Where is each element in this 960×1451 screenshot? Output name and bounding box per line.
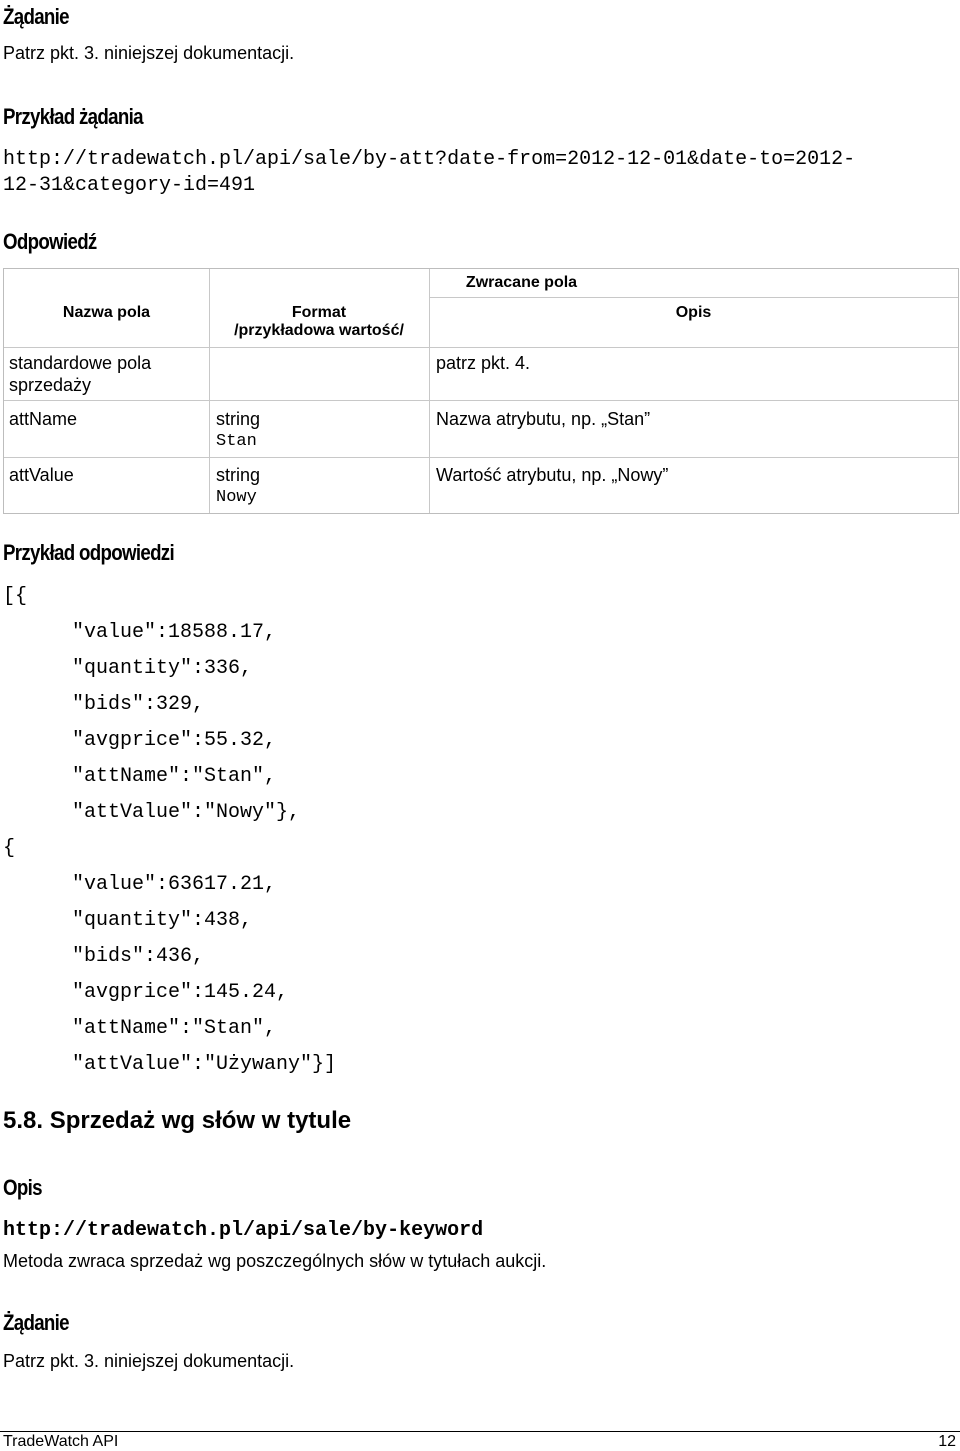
code-line: "bids":436, <box>72 945 205 968</box>
code-line: "bids":329, <box>72 693 205 716</box>
code-line: "value":63617.21, <box>72 873 277 896</box>
table-divider <box>429 297 958 298</box>
code-line: "avgprice":55.32, <box>72 729 277 752</box>
code-line: "quantity":438, <box>72 909 253 932</box>
table-group-header: Zwracane pola <box>465 274 578 291</box>
code-line: "quantity":336, <box>72 657 253 680</box>
table-divider <box>4 457 958 458</box>
heading-response-example: Przykład odpowiedzi <box>3 540 174 565</box>
table-cell-format: string <box>216 409 261 429</box>
heading-request-example: Przykład żądania <box>3 104 143 129</box>
table-cell-desc: Nazwa atrybutu, np. „Stan” <box>436 409 651 429</box>
heading-request: Żądanie <box>3 4 69 29</box>
col-header-name: Nazwa pola <box>62 304 151 321</box>
heading-description: Opis <box>3 1175 42 1200</box>
col-header-desc: Opis <box>675 304 712 321</box>
table-cell-name: attName <box>9 409 78 429</box>
table-cell-example: Stan <box>216 432 257 451</box>
example-url-line1: http://tradewatch.pl/api/sale/by-att?date-from=2012-12-01&date-to=2012- <box>3 148 856 171</box>
heading-response: Odpowiedź <box>3 229 97 254</box>
section-title: 5.8. Sprzedaż wg słów w tytule <box>3 1107 352 1134</box>
table-cell-name: attValue <box>9 465 74 485</box>
heading-request-2: Żądanie <box>3 1310 69 1335</box>
code-open-bracket: [{ <box>3 585 28 608</box>
table-cell-format: string <box>216 465 261 485</box>
table-cell-name: standardowe pola <box>9 353 152 373</box>
code-line: "attValue":"Używany"}] <box>72 1053 337 1076</box>
code-open-brace: { <box>3 837 16 860</box>
code-line: "attName":"Stan", <box>72 1017 277 1040</box>
description-text: Metoda zwraca sprzedaż wg poszczególnych słów w tytułach aukcji. <box>3 1251 547 1271</box>
col-header-format: Format <box>291 304 347 321</box>
table-divider <box>4 400 958 401</box>
footer-title: TradeWatch API <box>3 1433 119 1450</box>
col-header-format-sub: /przykładowa wartość/ <box>234 322 404 339</box>
code-line: "avgprice":145.24, <box>72 981 289 1004</box>
footer-rule <box>0 1431 960 1432</box>
example-url-line2: 12-31&category-id=491 <box>3 174 256 197</box>
fields-table <box>3 268 959 514</box>
table-cell-desc: Wartość atrybutu, np. „Nowy” <box>436 465 669 485</box>
code-line: "attValue":"Nowy"}, <box>72 801 301 824</box>
table-cell-desc: patrz pkt. 4. <box>436 353 531 373</box>
request-text: Patrz pkt. 3. niniejszej dokumentacji. <box>3 43 295 63</box>
table-divider <box>4 347 958 348</box>
code-line: "value":18588.17, <box>72 621 277 644</box>
page-number: 12 <box>938 1433 956 1450</box>
code-line: "attName":"Stan", <box>72 765 277 788</box>
table-cell-example: Nowy <box>216 488 257 507</box>
request-text-2: Patrz pkt. 3. niniejszej dokumentacji. <box>3 1351 295 1371</box>
endpoint-url: http://tradewatch.pl/api/sale/by-keyword <box>3 1219 484 1242</box>
table-cell-name: sprzedaży <box>9 375 92 395</box>
